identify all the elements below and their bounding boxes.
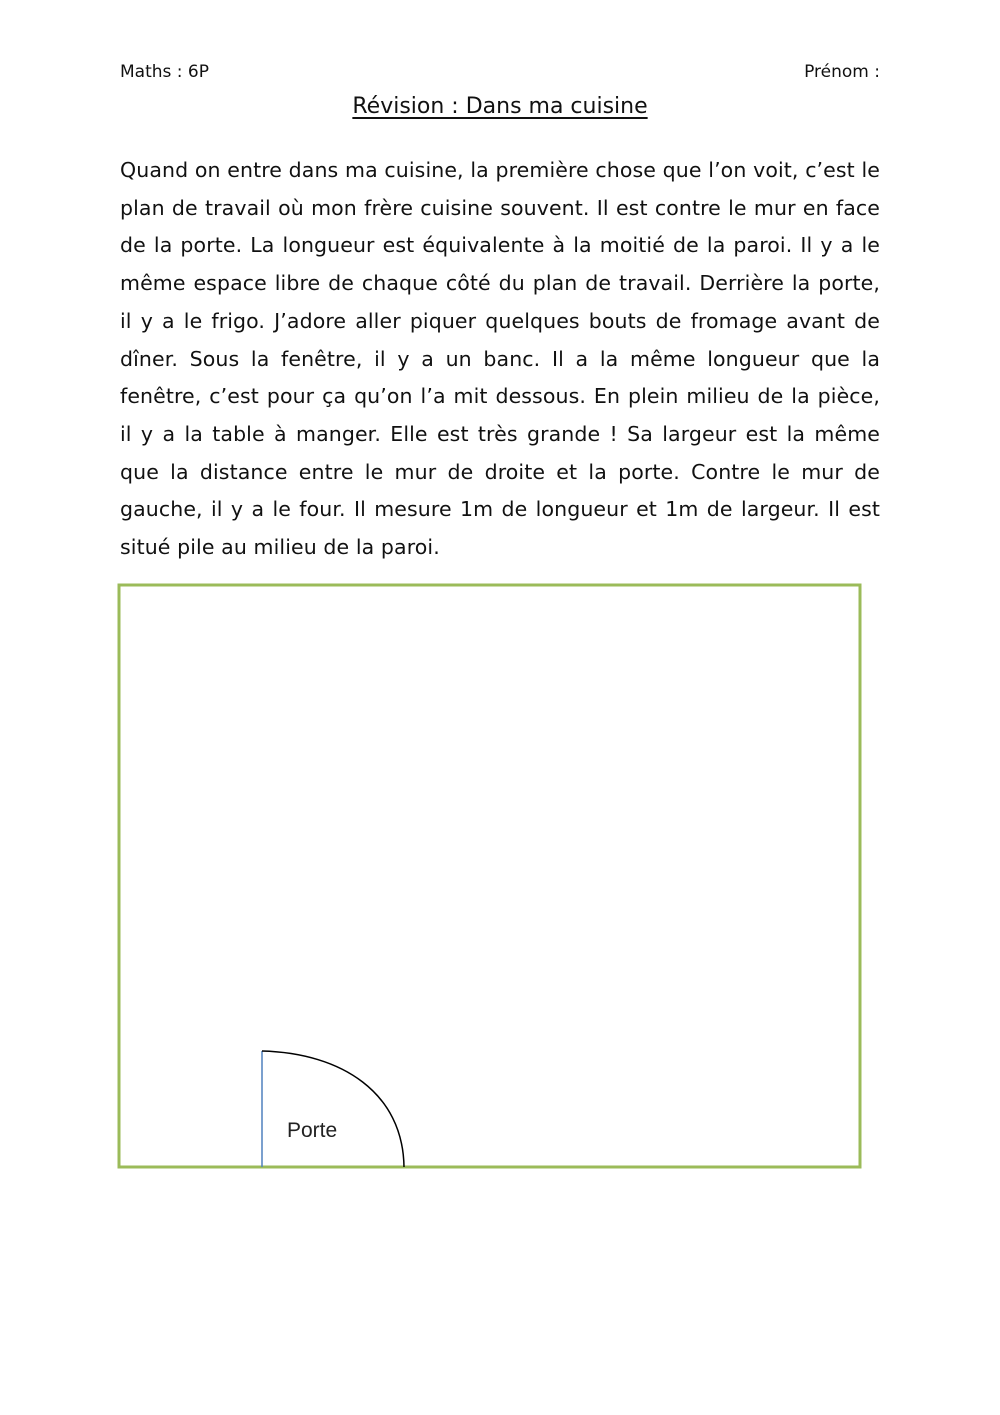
door-swing-arc xyxy=(262,1051,404,1167)
subject-label: Maths : 6P xyxy=(120,62,209,82)
problem-text: Quand on entre dans ma cuisine, la première chose que l’on voit, c’est le plan de travail où mon frère cuisine souvent. Il est contre le mur en face de la porte. La longueur est équivalente à la moitié de la paroi. Il y a le même espace libre de chaque côté du plan de travail. Derrière la porte, il y a le frigo. J’adore aller piquer quelques bouts de fromage avant de dîner. Sous la fenêtre, il y a un banc. Il a la même longueur que la fenêtre, c’est pour ça qu’on l’a mit dessous. En plein milieu de la pièce, il y a la table à manger. Elle est très grande ! Sa largeur est la même que la distance entre le mur de droite et la porte. Contre le mur de gauche, il y a le four. Il mesure 1m de longueur et 1m de largeur. Il est situé pile au milieu de la paroi. xyxy=(120,158,880,560)
page-title: Révision : Dans ma cuisine xyxy=(352,94,648,119)
first-name-label: Prénom : xyxy=(804,62,880,82)
door-label: Porte xyxy=(287,1119,338,1142)
kitchen-walls xyxy=(119,585,860,1167)
